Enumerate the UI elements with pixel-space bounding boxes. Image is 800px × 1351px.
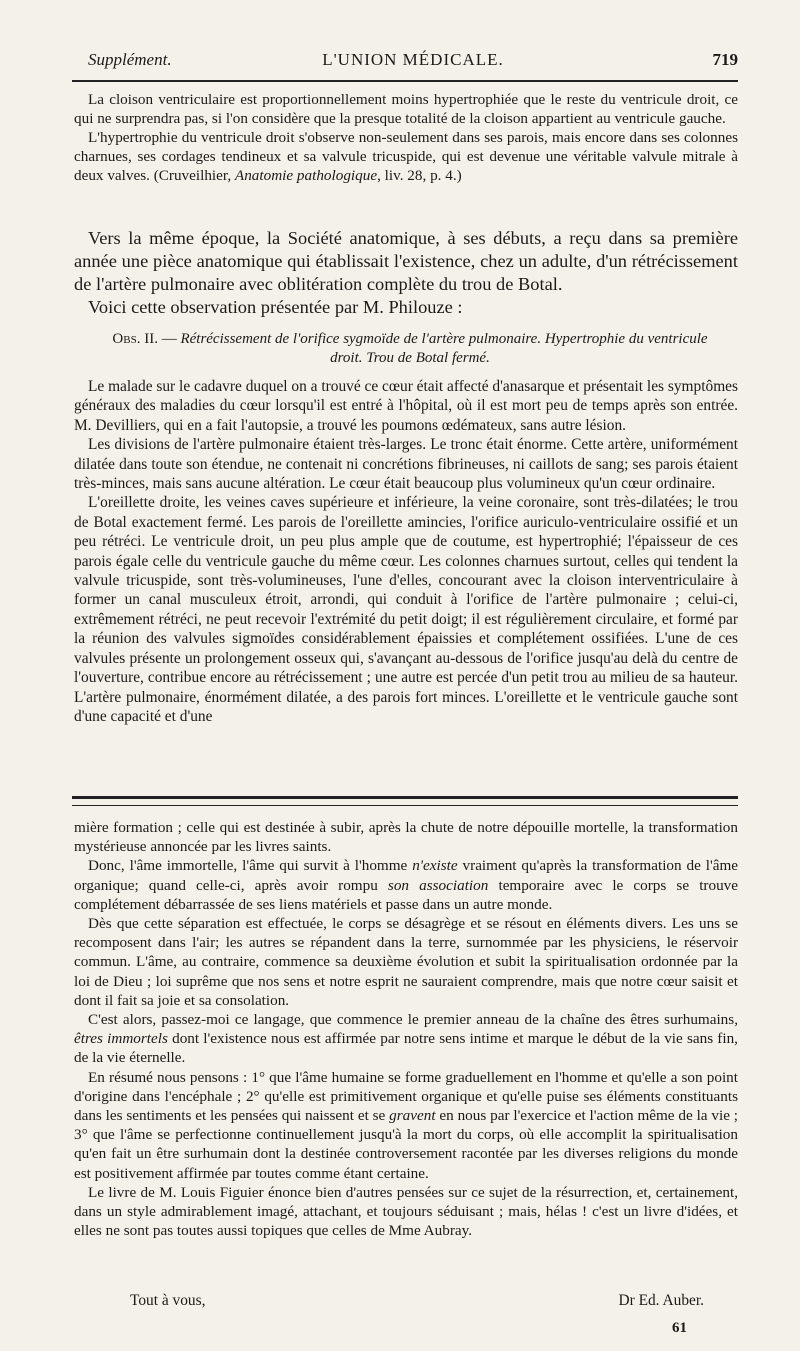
intro-p2-end: , liv. 28, p. 4.): [377, 167, 462, 184]
fp2-italic-2: son association: [387, 876, 489, 894]
fp5-b: en nous par l'exercice et l'action même de la vie ; 3° que l'âme se perfectionne continuellement jusqu'à la mort du corps, où elle accomplit la spiritualisation qu'en fait un être surhumain dont la destinée controversement racontée par les diverses religions du monde est positivement affirmée par toutes comme étant certaine.: [74, 1107, 738, 1182]
intro-paragraph-1: La cloison ventriculaire est proportionnellement moins hypertrophiée que le reste du ventricule droit, ce qui ne surprendra pas, si l'on considère que la presque totalité de la cloison appartient au ventricule gauche.: [74, 91, 738, 127]
intro-citation-title: Anatomie pathologique: [234, 167, 378, 184]
lead-paragraph-2: Voici cette observation présentée par M. Philouze :: [88, 297, 463, 317]
case-paragraph-3: L'oreillette droite, les veines caves supérieure et inférieure, la veine coronaire, sont très-dilatées; le trou de Botal exactement fermé. Les parois de l'oreillette amincies, l'orifice auriculo-ventriculaire ossifié et un peu rétréci. Le ventricule droit, un peu plus ample que de coutume, est hypertrophié; l'épaisseur de ces parois égale celle du ventricule gauche du même cœur. Les colonnes charnues surtout, celles qui tendent la valvule tricuspide, sont très-volumineuses, l'une d'elles, concourant avec la cloison interventriculaire à former un canal musculeux étroit, arrondi, qui conduit à l'orifice de l'artère pulmonaire ; celui-ci, extrêmement rétréci, ne peut recevoir l'extrémité du petit doigt; il est régulièrement circulaire, et formé par la réunion des valvules sigmoïdes considérablement épaissies et complétement ossifiées. L'une de ces valvules présente un prolongement osseux qui, s'avançant au-dessous de l'orifice jusqu'au delà du centre de l'ouverture, contribue encore au rétrécissement ; une autre est percée d'un petit trou au milieu de sa hauteur. L'artère pulmonaire, énormément dilatée, a des parois fort minces. L'oreillette et le ventricule gauche sont d'une capacité et d'une: [74, 494, 738, 725]
case-paragraph-2: Les divisions de l'artère pulmonaire étaient très-larges. Le tronc était énorme. Cette artère, uniformément dilatée dans toute son étendue, ne contenait ni concrétions fibrineuses, ni caillots de sang; ses parois étaient très-minces, mais sans aucune altération. Le cœur était beaucoup plus volumineux qu'un cœur ordinaire.: [74, 436, 738, 493]
journal-title: L'UNION MÉDICALE.: [322, 50, 504, 69]
fp2-c: temporaire avec le corps se trouve complétement débarrassée de ses liens matériels et passe dans un autre monde.: [74, 876, 738, 913]
case-text: [74, 377, 738, 726]
case-paragraph-1: Le malade sur le cadavre duquel on a trouvé ce cœur était affecté d'anasarque et présentait les symptômes généraux des maladies du cœur lorsqu'il est entré à l'hôpital, où il est mort peu de temps après son entrée. M. Devilliers, qui en a fait l'autopsie, a trouvé les poumons œdémateux, sans autre lésion.: [74, 378, 738, 434]
fp5-a: En résumé nous pensons : 1° que l'âme humaine se forme graduellement en l'homme et qu'elle a son point d'origine dans l'encéphale ; 2° qu'elle est primitivement organique et qu'elle puise ses éléments constituants dans les sentiments et les pensées qui naissent et se: [74, 1068, 738, 1125]
feuilleton-paragraph-2: [74, 856, 738, 914]
feuilleton-paragraph-1: mière formation ; celle qui est destinée à subir, après la chute de notre dépouille mortelle, la transformation mystérieuse annoncée par les livres saints.: [74, 819, 738, 856]
fp4-italic: êtres immortels: [74, 1030, 168, 1048]
page-number: 719: [712, 50, 738, 69]
section-label: Supplément.: [88, 50, 172, 69]
folio-number: 61: [672, 1320, 687, 1336]
fp4-a: C'est alors, passez-moi ce langage, que commence le premier anneau de la chaîne des êtres surhumains,: [88, 1011, 738, 1029]
fp2-a: Donc, l'âme immortelle, l'âme qui survit à l'homme: [88, 857, 413, 875]
intro-p2-start: L'hypertrophie du ventricule droit s'observe non-seulement dans ses parois, mais encore dans ses colonnes charnues, ses cordages tendineux et sa valvule tricuspide, qui est devenue une véritable valvule mitrale à deux valves. (Cruveilhier,: [74, 129, 738, 184]
intro-text: [74, 90, 738, 185]
fp4-b: dont l'existence nous est affirmée par notre sens intime et marque le début de la vie sans fin, de la vie éternelle.: [74, 1030, 738, 1067]
intro-paragraph-2: [74, 128, 738, 185]
feuilleton-text: [74, 818, 738, 1240]
closing-formula: Tout à vous,: [130, 1292, 206, 1309]
fp5-italic: gravent: [389, 1107, 436, 1125]
running-head: [88, 44, 738, 72]
observation-heading: [110, 330, 710, 368]
feuilleton-paragraph-3: Dès que cette séparation est effectuée, le corps se désagrège et se résout en éléments divers. Les uns se recomposent dans l'air; les autres se répandent dans la terre, surnommée par les physiciens, le réservoir commun. L'âme, au contraire, commence sa deuxième évolution et subit la spiritualisation ordonnée par la loi de Dieu ; loi suprême que nos sens et notre esprit ne sauraient comprendre, mais que notre cœur saisit et dont il fait sa joie et sa consolation.: [74, 915, 738, 1009]
observation-dash: —: [157, 331, 181, 347]
fp2-b: vraiment qu'après la transformation de l'âme organique; quand celle-ci, après avoir rompu: [74, 857, 739, 894]
observation-label: Obs. II.: [112, 331, 158, 347]
feuilleton-paragraph-6: Le livre de M. Louis Figuier énonce bien d'autres pensées sur ce sujet de la résurrection, et, certainement, dans un style admirablement imagé, attachant, et toujours séduisant ; mais, hélas ! c'est un livre d'idées, et elles ne sont pas toutes aussi topiques que celles de Mme Aubray.: [74, 1183, 738, 1240]
observation-title: Rétrécissement de l'orifice sygmoïde de l'artère pulmonaire. Hypertrophie du ventricule droit. Trou de Botal fermé.: [180, 331, 708, 366]
fp2-italic-1: n'existe: [412, 857, 458, 875]
lead-text: [74, 227, 738, 319]
author-signature: Dr Ed. Auber.: [618, 1292, 704, 1309]
feuilleton-separator: [72, 796, 738, 806]
signature-line: [74, 1292, 738, 1312]
feuilleton-paragraph-5: [74, 1068, 738, 1183]
header-rule: [72, 80, 738, 82]
feuilleton-paragraph-4: [74, 1010, 738, 1068]
lead-paragraph-1: Vers la même époque, la Société anatomique, à ses débuts, a reçu dans sa première année une pièce anatomique qui établissait l'existence, chez un adulte, d'un rétrécissement de l'artère pulmonaire avec oblitération complète du trou de Botal.: [74, 228, 738, 294]
